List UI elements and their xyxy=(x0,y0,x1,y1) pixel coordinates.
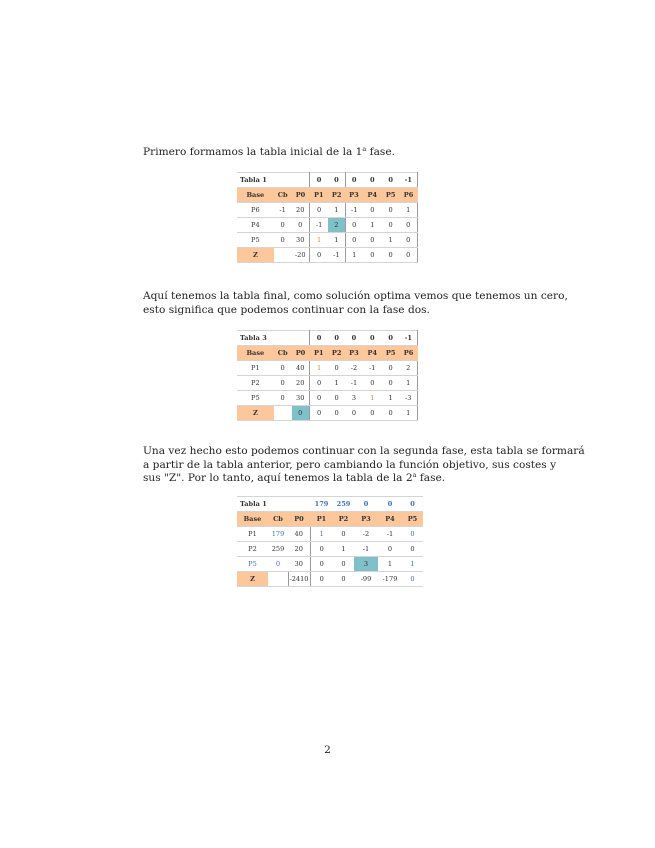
cell: 0 xyxy=(382,218,400,233)
cell: 0 xyxy=(333,527,354,542)
table-title: Tabla 3 xyxy=(237,331,309,346)
cell: 0 xyxy=(328,391,345,406)
cell: 0 xyxy=(402,572,423,587)
cell: 0 xyxy=(382,376,400,391)
header-cell: P5 xyxy=(382,188,400,203)
cell: 0 xyxy=(309,248,328,263)
cell: 0 xyxy=(328,406,345,421)
table-header-row xyxy=(237,188,418,203)
header-cell: P6 xyxy=(400,188,418,203)
paragraph-line: sus "Z". Por lo tanto, aquí tenemos la tabla de la 2$^a$ fase. xyxy=(143,471,446,485)
z-label: Z xyxy=(237,248,274,263)
cell: 0 xyxy=(310,542,333,557)
tabla-segunda-fase xyxy=(237,496,423,587)
cost-cell: 0 xyxy=(378,497,402,512)
cell: 0 xyxy=(310,557,333,572)
cell: 0 xyxy=(274,376,292,391)
cell: 0 xyxy=(363,406,382,421)
cell: 0 xyxy=(310,572,333,587)
cell: 0 xyxy=(402,542,423,557)
cell: 1 xyxy=(382,391,400,406)
z-row xyxy=(237,406,418,421)
cell xyxy=(274,406,292,421)
ordinal-superscript: a xyxy=(412,471,417,480)
cost-cell: 0 xyxy=(345,173,363,188)
header-cell: P0 xyxy=(288,512,310,527)
header-cell: P1 xyxy=(309,188,328,203)
paragraph-line: a partir de la tabla anterior, pero cambiando la función objetivo, sus costes y xyxy=(143,458,557,471)
header-cell: P4 xyxy=(363,346,382,361)
header-cell: Base xyxy=(237,346,274,361)
cell: 40 xyxy=(288,527,310,542)
cell: 0 xyxy=(363,203,382,218)
paragraph-2 xyxy=(143,290,568,317)
cell: -1 xyxy=(378,527,402,542)
cost-cell: 0 xyxy=(363,173,382,188)
cell: -1 xyxy=(345,376,363,391)
cell: 1 xyxy=(363,218,382,233)
table-row xyxy=(237,542,423,557)
cell: 0 xyxy=(345,233,363,248)
cost-cell: -1 xyxy=(400,331,418,346)
cell: 20 xyxy=(292,203,310,218)
paragraph-line: Una vez hecho esto podemos continuar con la segunda fase, esta tabla se formará xyxy=(143,445,585,457)
cell: 0 xyxy=(268,557,288,572)
cell: 0 xyxy=(400,233,418,248)
cell: 1 xyxy=(400,406,418,421)
header-cell: Cb xyxy=(268,512,288,527)
header-cell: P0 xyxy=(292,188,310,203)
header-cell: P1 xyxy=(310,512,333,527)
table-row xyxy=(237,203,418,218)
cell: 1 xyxy=(363,391,382,406)
cell: 0 xyxy=(382,248,400,263)
cell: -1 xyxy=(274,203,292,218)
cell: -1 xyxy=(363,361,382,376)
ordinal-superscript: a xyxy=(362,145,367,153)
cell: 3 xyxy=(345,391,363,406)
cell: 0 xyxy=(309,391,328,406)
cell: -3 xyxy=(400,391,418,406)
header-cell: Base xyxy=(237,512,268,527)
table-title-row xyxy=(237,331,418,346)
cell: 0 xyxy=(382,406,400,421)
cell: 1 xyxy=(333,542,354,557)
cell: 0 xyxy=(309,376,328,391)
cell: 0 xyxy=(309,203,328,218)
header-cell: P3 xyxy=(345,346,363,361)
table-row xyxy=(237,218,418,233)
cell: 1 xyxy=(328,376,345,391)
z-row xyxy=(237,248,418,263)
cell: 0 xyxy=(378,542,402,557)
cost-cell: 179 xyxy=(310,497,333,512)
cell xyxy=(268,572,288,587)
cell: 0 xyxy=(363,376,382,391)
cell: P2 xyxy=(237,376,274,391)
table-header-row xyxy=(237,346,418,361)
cell: 1 xyxy=(402,557,423,572)
cell: 20 xyxy=(288,542,310,557)
table-row xyxy=(237,557,423,572)
optimal-z-cell: 0 xyxy=(292,406,310,421)
cell: 0 xyxy=(309,406,328,421)
cell: 0 xyxy=(400,218,418,233)
cell: 0 xyxy=(328,361,345,376)
cell: 0 xyxy=(274,361,292,376)
cell: -99 xyxy=(354,572,378,587)
tabla-inicial xyxy=(237,172,418,263)
cell: 0 xyxy=(274,233,292,248)
cell: 1 xyxy=(328,233,345,248)
header-cell: P3 xyxy=(345,188,363,203)
header-cell: P6 xyxy=(400,346,418,361)
cost-cell: 259 xyxy=(333,497,354,512)
cost-cell: 0 xyxy=(309,331,328,346)
cell: 0 xyxy=(402,527,423,542)
table-row xyxy=(237,391,418,406)
cell: 0 xyxy=(292,218,310,233)
cost-cell: -1 xyxy=(400,173,418,188)
cell: P1 xyxy=(237,361,274,376)
cell: 0 xyxy=(363,233,382,248)
header-cell: P1 xyxy=(309,346,328,361)
paragraph-line: Primero formamos la tabla inicial de la 1$^a$ fase. xyxy=(143,145,395,158)
cell: 0 xyxy=(382,361,400,376)
tabla-final xyxy=(237,330,418,421)
cell: 40 xyxy=(292,361,310,376)
z-label: Z xyxy=(237,406,274,421)
header-cell: P0 xyxy=(292,346,310,361)
cell: 0 xyxy=(345,406,363,421)
cell: -2 xyxy=(345,361,363,376)
cell xyxy=(274,248,292,263)
table-row xyxy=(237,376,418,391)
paragraph-1 xyxy=(143,146,395,160)
cell: -1 xyxy=(328,248,345,263)
header-cell: P2 xyxy=(333,512,354,527)
header-cell: P2 xyxy=(328,188,345,203)
header-cell: Base xyxy=(237,188,274,203)
cell: 179 xyxy=(268,527,288,542)
cell: -1 xyxy=(345,203,363,218)
cell: 1 xyxy=(378,557,402,572)
cell: 30 xyxy=(288,557,310,572)
table-row xyxy=(237,233,418,248)
header-cell: Cb xyxy=(274,188,292,203)
cell: P1 xyxy=(237,527,268,542)
header-cell: P2 xyxy=(328,346,345,361)
table-title-row xyxy=(237,497,423,512)
cost-cell: 0 xyxy=(345,331,363,346)
cell: P5 xyxy=(237,233,274,248)
header-cell: P3 xyxy=(354,512,378,527)
cell: -2 xyxy=(354,527,378,542)
table-row xyxy=(237,527,423,542)
cell: 30 xyxy=(292,391,310,406)
cell: 30 xyxy=(292,233,310,248)
table-title: Tabla 1 xyxy=(237,497,310,512)
cell: -1 xyxy=(354,542,378,557)
cost-cell: 0 xyxy=(402,497,423,512)
page-number: 2 xyxy=(324,744,331,756)
cost-cell: 0 xyxy=(309,173,328,188)
cell: 0 xyxy=(333,557,354,572)
cell: P6 xyxy=(237,203,274,218)
header-cell: P4 xyxy=(363,188,382,203)
cell: 1 xyxy=(309,233,328,248)
table-header-row xyxy=(237,512,423,527)
cell: 1 xyxy=(310,527,333,542)
cell: 259 xyxy=(268,542,288,557)
pivot-cell: 2 xyxy=(328,218,345,233)
table-title: Tabla 1 xyxy=(237,173,309,188)
cell: 0 xyxy=(345,218,363,233)
cell: 1 xyxy=(345,248,363,263)
header-cell: P4 xyxy=(378,512,402,527)
cell: P5 xyxy=(237,557,268,572)
header-cell: Cb xyxy=(274,346,292,361)
cell: P4 xyxy=(237,218,274,233)
cell: -20 xyxy=(292,248,310,263)
cell: 1 xyxy=(400,376,418,391)
paragraph-line: Aquí tenemos la tabla final, como solución optima vemos que tenemos un cero, xyxy=(143,290,568,302)
cell: P2 xyxy=(237,542,268,557)
header-cell: P5 xyxy=(382,346,400,361)
cell: -179 xyxy=(378,572,402,587)
cost-cell: 0 xyxy=(354,497,378,512)
cost-cell: 0 xyxy=(363,331,382,346)
cell: -2410 xyxy=(288,572,310,587)
paragraph-line: esto significa que podemos continuar con la fase dos. xyxy=(143,303,430,316)
cell: 0 xyxy=(400,248,418,263)
cell: 0 xyxy=(363,248,382,263)
cost-cell: 0 xyxy=(328,173,345,188)
header-cell: P5 xyxy=(402,512,423,527)
cost-cell: 0 xyxy=(382,331,400,346)
table-title-row xyxy=(237,173,418,188)
cell: 1 xyxy=(400,203,418,218)
cell: 2 xyxy=(400,361,418,376)
z-label: Z xyxy=(237,572,268,587)
z-row xyxy=(237,572,423,587)
table-row xyxy=(237,361,418,376)
cell: -1 xyxy=(309,218,328,233)
paragraph-3 xyxy=(143,445,585,486)
pivot-cell: 3 xyxy=(354,557,378,572)
cell: 1 xyxy=(309,361,328,376)
cell: 20 xyxy=(292,376,310,391)
cell: 1 xyxy=(328,203,345,218)
cell: 0 xyxy=(274,218,292,233)
cell: 0 xyxy=(274,391,292,406)
cell: 1 xyxy=(382,233,400,248)
cost-cell: 0 xyxy=(382,173,400,188)
cell: 0 xyxy=(382,203,400,218)
cell: 0 xyxy=(333,572,354,587)
cost-cell: 0 xyxy=(328,331,345,346)
cell: P5 xyxy=(237,391,274,406)
